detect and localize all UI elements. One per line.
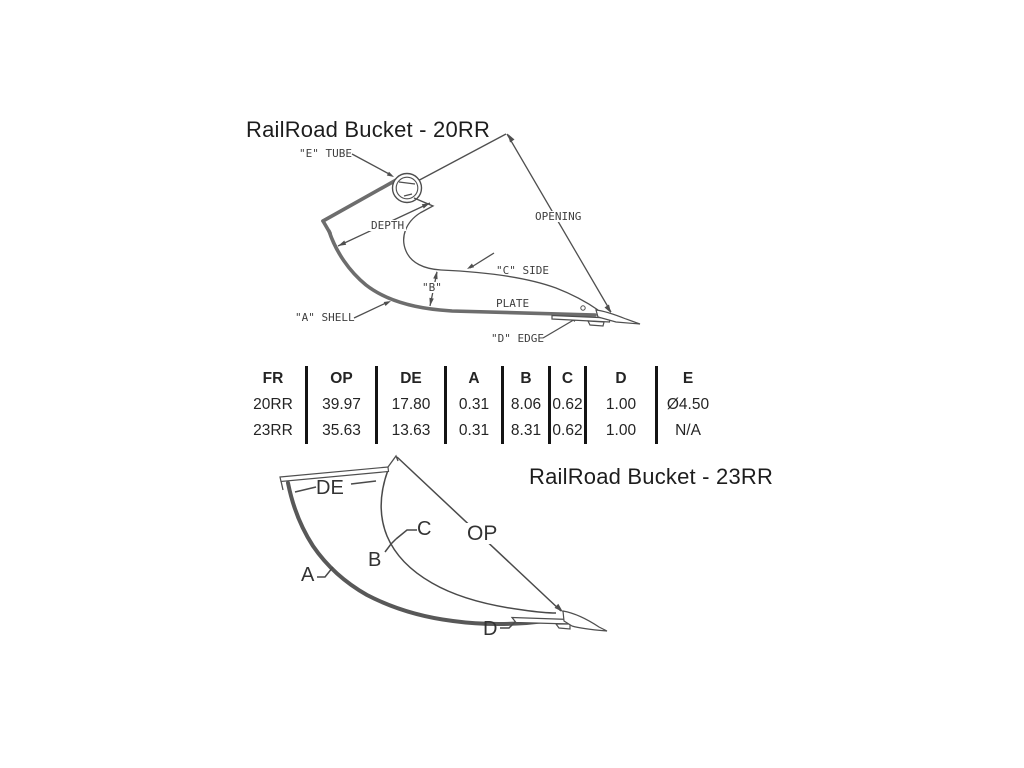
rr20-b-arrow-bottom	[429, 298, 433, 306]
rr20-label-e-tube: "E" TUBE	[299, 147, 352, 160]
rr20-e-tube-circle	[393, 174, 422, 203]
rr20-label-c-side-line1: "C" SIDE	[496, 264, 549, 277]
table-col-c	[548, 366, 584, 444]
rr23-label-de: DE	[316, 477, 344, 499]
table-col-op	[305, 366, 375, 444]
rr20-label-d-edge: "D" EDGE	[491, 332, 544, 345]
table-col-fr	[241, 366, 305, 444]
rr23-shell-curve	[288, 483, 544, 624]
rr20-label-c-side-plate	[496, 243, 549, 331]
table-cell: Ø4.50	[666, 396, 710, 414]
rr23-label-b: B	[368, 549, 382, 571]
table-cell: 1.00	[605, 396, 637, 414]
rr23-bar-left-cap	[281, 481, 283, 490]
table-col-b	[501, 366, 548, 444]
rr20-backplate-edge	[323, 179, 398, 221]
table-cell: 0.31	[458, 422, 490, 440]
table-header-cell: A	[468, 370, 480, 388]
dimensions-table	[241, 366, 718, 444]
rr20-label-a-shell: "A" SHELL	[295, 311, 355, 324]
rr20-label-c-side-line2: PLATE	[496, 297, 530, 310]
table-header-cell: B	[520, 370, 532, 388]
table-cell: 39.97	[322, 396, 361, 414]
rr23-op-arrow	[555, 604, 564, 612]
rr23-de-dash-right	[351, 481, 376, 484]
rr23-label-c: C	[417, 518, 432, 540]
rr20-title: RailRoad Bucket - 20RR	[246, 117, 491, 142]
table-header-cell: DE	[400, 370, 422, 388]
table-col-d	[584, 366, 655, 444]
table-cell: N/A	[675, 422, 701, 440]
rr20-shell-curve	[329, 231, 595, 315]
rr20-depth-arrow-bottom	[338, 241, 346, 247]
table-header-cell: E	[682, 370, 694, 388]
table-col-de	[375, 366, 444, 444]
rr20-e-tube-leader	[352, 154, 391, 175]
table-cell: 8.31	[510, 422, 542, 440]
table-header-cell: D	[615, 370, 627, 388]
rr20-label-b: "B"	[422, 281, 442, 294]
rr23-apex-corner	[388, 456, 398, 467]
table-header-cell: FR	[262, 370, 284, 388]
rr20-c-plate-leader	[470, 253, 494, 268]
rr20-a-shell-leader-arrow	[384, 301, 391, 306]
table-cell: 17.80	[391, 396, 431, 414]
rr20-pin-detail	[581, 306, 585, 310]
table-cell: 1.00	[605, 422, 637, 440]
rr23-label-d: D	[483, 618, 498, 640]
table-cell: 23RR	[253, 422, 293, 440]
table-col-a	[444, 366, 501, 444]
rr20-edge-step	[588, 321, 604, 326]
rr23-de-dash-left	[295, 487, 316, 492]
rr23-edge-bar	[512, 618, 570, 625]
rr20-a-shell-leader	[354, 302, 388, 318]
rr20-label-depth: DEPTH	[371, 219, 405, 232]
rr23-label-op: OP	[467, 522, 498, 545]
rr23-label-a: A	[301, 564, 315, 586]
table-header-cell: C	[561, 370, 574, 388]
table-cell: 0.62	[552, 422, 583, 440]
rr20-label-opening: OPENING	[535, 210, 582, 223]
table-cell: 20RR	[253, 396, 293, 414]
table-cell: 35.63	[322, 422, 361, 440]
table-cell: 0.62	[552, 396, 583, 414]
table-col-e	[655, 366, 718, 444]
table-cell: 8.06	[510, 396, 542, 414]
table-cell: 13.63	[391, 422, 431, 440]
rr20-b-arrow-top	[433, 271, 437, 279]
rr20-e-tube-leader-arrow	[387, 172, 394, 177]
table-cell: 0.31	[458, 396, 490, 414]
rr20-bucket-drawing	[323, 134, 640, 338]
rr23-c-leader	[396, 530, 417, 539]
rr23-edge-step	[556, 624, 570, 629]
rr23-title: RailRoad Bucket - 23RR	[529, 464, 774, 489]
table-header-cell: OP	[330, 370, 353, 388]
